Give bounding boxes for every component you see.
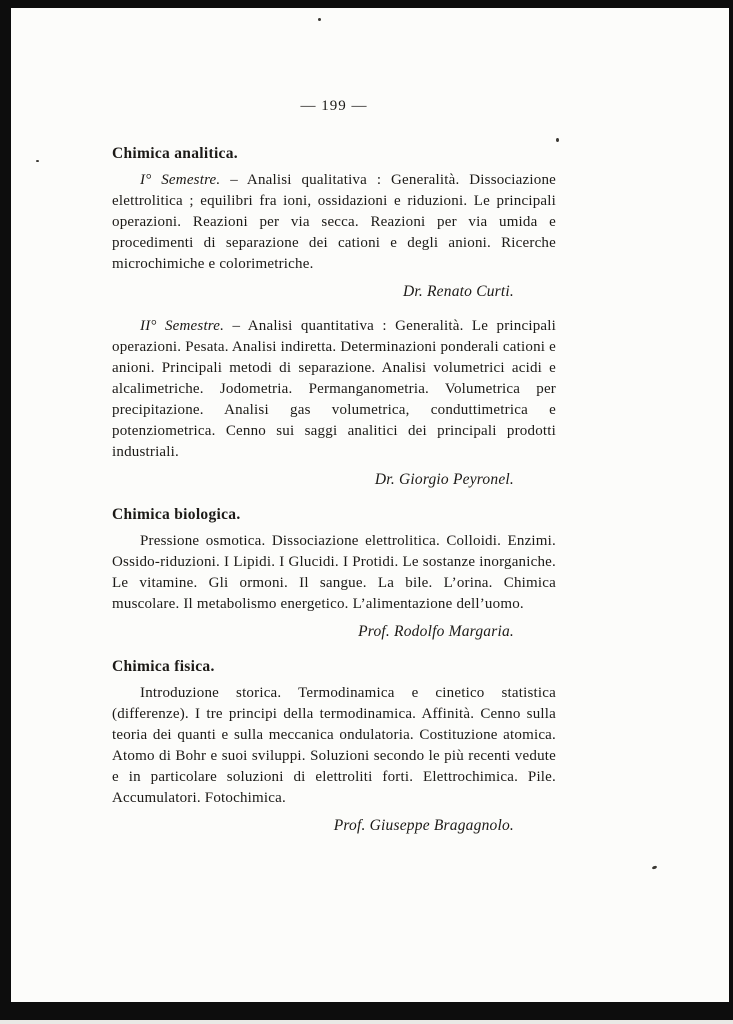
page-content xyxy=(112,96,556,850)
section-heading: Chimica fisica. xyxy=(112,658,215,675)
instructor-signature: Prof. Giuseppe Bragagnolo. xyxy=(333,817,514,834)
scan-edge-bottom-margin xyxy=(0,1020,733,1024)
course-description: Pressione osmotica. Dissociazione elettrolitica. Colloidi. Enzimi. Ossido-riduzioni. I Lipidi. I Glucidi. I Protidi. Le sostanze inorganiche. Le vitamine. Gli ormoni. Il sangue. La bile. L’orina. Chimica muscolare. Il metabolismo energetico. L’alimentazione dell’uomo. xyxy=(112,533,556,612)
scan-speck xyxy=(36,160,39,162)
scan-edge-left xyxy=(0,0,11,1024)
section-chimica-biologica xyxy=(112,504,556,642)
instructor-signature: Dr. Giorgio Peyronel. xyxy=(374,471,514,488)
scan-speck xyxy=(318,18,321,21)
scan-edge-top xyxy=(0,0,733,8)
section-heading: Chimica biologica. xyxy=(112,506,241,523)
section-chimica-analitica-second-semester xyxy=(112,316,556,490)
description-text: – Analisi qualitativa : Generalità. Dissociazione elettrolitica ; equilibri fra ioni, ossidazioni e riduzioni. Le principali operazioni. Reazioni per via secca. Reazioni per via umida e procedimenti di separazione dei cationi e degli anioni. Ricerche microchimiche e colorimetriche. xyxy=(112,172,556,272)
scan-edge-bottom xyxy=(0,1002,733,1020)
semester-label: I° Semestre. xyxy=(140,172,221,188)
scan-speck xyxy=(556,138,559,142)
instructor-signature: Prof. Rodolfo Margaria. xyxy=(358,623,514,640)
semester-label: II° Semestre. xyxy=(140,318,225,334)
course-description xyxy=(112,316,556,463)
course-description: Introduzione storica. Termodinamica e cinetico statistica (differenze). I tre principi della termodinamica. Affinità. Cenno sulla teoria dei quanti e sulla meccanica ondulatoria. Costituzione atomica. Atomo di Bohr e suoi sviluppi. Soluzioni secondo le più recenti vedute e in particolare soluzioni di elettroliti forti. Elettrochimica. Pile. Accumulatori. Fotochimica. xyxy=(112,685,556,806)
section-chimica-fisica xyxy=(112,656,556,836)
course-description xyxy=(112,170,556,275)
instructor-signature: Dr. Renato Curti. xyxy=(402,283,514,300)
scan-speck xyxy=(652,865,658,870)
page-number: — 199 — xyxy=(300,98,368,114)
section-chimica-analitica xyxy=(112,143,556,302)
description-text: – Analisi quantitativa : Generalità. Le principali operazioni. Pesata. Analisi indiretta. Determinazioni ponderali cationi e anioni. Principali metodi di separazione. Analisi volumetrici acidi e alcalimetriche. Jodometria. Permanganometria. Volumetrica per precipitazione. Analisi gas volumetrica, conduttimetrica e potenziometrica. Cenno sui saggi analitici dei principali prodotti industriali. xyxy=(112,318,556,460)
section-heading: Chimica analitica. xyxy=(112,145,238,162)
scan-edge-right xyxy=(729,0,733,1024)
